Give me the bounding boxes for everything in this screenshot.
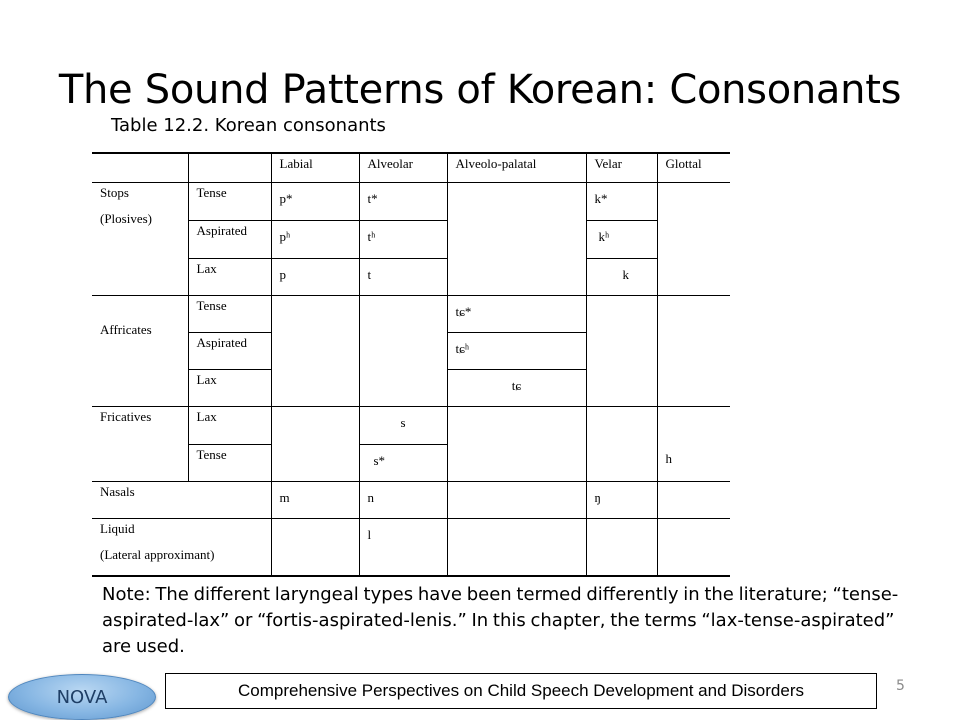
header-labial: Labial	[271, 153, 359, 182]
row-label-fricatives: Fricatives	[92, 406, 188, 481]
affricates-lax-alveolo-palatal: tɕ	[447, 369, 586, 406]
stops-aspirated-velar: kʰ	[586, 220, 657, 258]
nasals-glottal-empty	[657, 481, 730, 518]
affricates-tense-alveolo-palatal: tɕ*	[447, 295, 586, 332]
row-label-nasals: Nasals	[92, 481, 271, 518]
affricates-labial-empty	[271, 295, 359, 406]
table-caption: Table 12.2. Korean consonants	[111, 115, 386, 136]
table-note: Note: The different laryngeal types have been termed differently in the literature; “tense-aspirated-lax” or “fortis-aspirated-lenis.” In this chapter, the terms “lax-tense-aspirated” are used.	[102, 584, 899, 657]
affricates-tense-label: Tense	[188, 295, 271, 332]
fricatives-tense-label: Tense	[188, 444, 271, 481]
liquid-velar-empty	[586, 518, 657, 576]
footer-book-title: Comprehensive Perspectives on Child Speech Development and Disorders	[237, 681, 804, 700]
affricates-glottal-empty	[657, 295, 730, 406]
fricatives-glottal: h	[657, 406, 730, 481]
nasals-alveolo-palatal-empty	[447, 481, 586, 518]
fricatives-tense-alveolar: s*	[359, 444, 447, 481]
header-glottal: Glottal	[657, 153, 730, 182]
nasals-labial: m	[271, 481, 359, 518]
affricates-lax-label: Lax	[188, 369, 271, 406]
header-velar: Velar	[586, 153, 657, 182]
liquid-alveolo-palatal-empty	[447, 518, 586, 576]
header-phonation	[188, 153, 271, 182]
stops-label: Stops	[100, 184, 129, 200]
liquid-alveolar: l	[359, 518, 447, 576]
stops-lax-labial: p	[271, 258, 359, 295]
stops-tense-velar: k*	[586, 182, 657, 220]
nasals-velar: ŋ	[586, 481, 657, 518]
affricates-velar-empty	[586, 295, 657, 406]
stops-alveolo-palatal-empty	[447, 182, 586, 295]
nova-badge-label: NOVA	[56, 686, 108, 708]
nasals-alveolar: n	[359, 481, 447, 518]
liquid-labial-empty	[271, 518, 359, 576]
stops-lax-label: Lax	[188, 258, 271, 295]
fricatives-alveolo-palatal-empty	[447, 406, 586, 481]
stops-tense-labial: p*	[271, 182, 359, 220]
liquid-sublabel: (Lateral approximant)	[100, 546, 215, 562]
fricatives-velar-empty	[586, 406, 657, 481]
affricates-aspirated-label: Aspirated	[188, 332, 271, 369]
header-alveolar: Alveolar	[359, 153, 447, 182]
liquid-glottal-empty	[657, 518, 730, 576]
liquid-label: Liquid	[100, 520, 135, 536]
row-label-affricates: Affricates	[92, 295, 188, 406]
header-alveolo-palatal: Alveolo-palatal	[447, 153, 586, 182]
footer-book-title-box	[165, 673, 877, 709]
consonant-table	[92, 152, 730, 577]
affricates-aspirated-alveolo-palatal: tɕʰ	[447, 332, 586, 369]
stops-lax-velar: k	[586, 258, 657, 295]
fricatives-lax-alveolar: s	[359, 406, 447, 444]
stops-aspirated-label: Aspirated	[188, 220, 271, 258]
stops-glottal-empty	[657, 182, 730, 295]
stops-sublabel: (Plosives)	[100, 210, 152, 226]
row-label-liquid	[92, 518, 271, 576]
affricates-alveolar-empty	[359, 295, 447, 406]
stops-tense-alveolar: t*	[359, 182, 447, 220]
nova-badge	[8, 674, 156, 720]
row-label-stops	[92, 182, 188, 295]
stops-aspirated-labial: pʰ	[271, 220, 359, 258]
stops-aspirated-alveolar: tʰ	[359, 220, 447, 258]
fricatives-labial-empty	[271, 406, 359, 481]
slide-title: The Sound Patterns of Korean: Consonants	[58, 67, 902, 113]
page-number: 5	[896, 678, 905, 694]
stops-lax-alveolar: t	[359, 258, 447, 295]
header-manner	[92, 153, 188, 182]
stops-tense-label: Tense	[188, 182, 271, 220]
fricatives-lax-label: Lax	[188, 406, 271, 444]
